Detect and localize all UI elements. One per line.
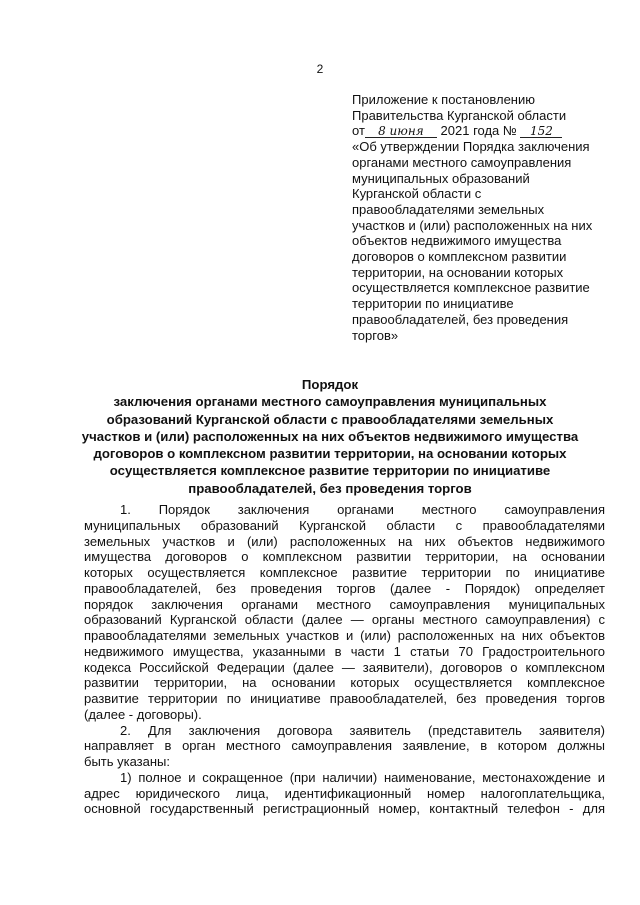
body-line: 1. Порядок заключения органами местного самоуправления — [120, 502, 605, 517]
appendix-block — [352, 92, 602, 343]
body-line: муниципальных образований Курганской области с правообладателями — [84, 517, 605, 533]
appendix-line: Правительства Курганской области — [352, 107, 567, 123]
appendix-line: Курганской области с — [352, 186, 482, 202]
handwritten-number: 152 — [520, 125, 562, 138]
appendix-line: территории по инициативе — [352, 296, 514, 312]
appendix-line: объектов недвижимого имущества — [352, 233, 562, 249]
body-line: 2. Для заключения договора заявитель (представитель заявителя) — [120, 722, 605, 738]
appendix-line: участков и (или) расположенных на них — [352, 217, 593, 233]
body-text — [84, 502, 605, 817]
year-text: 2021 года № — [440, 123, 517, 139]
body-line: образований Курганской области (далее — органы местного самоуправления) с — [84, 612, 605, 628]
body-line: направляет в орган местного самоуправления заявление, в котором должны — [84, 738, 605, 754]
body-line: имущества договоров о комплексном развитии территории, на основании — [84, 549, 605, 565]
appendix-line: правообладателями земельных — [352, 201, 545, 217]
body-line: (далее - договоры). — [84, 706, 202, 722]
body-line: недвижимого имущества, указанными в части 1 статьи 70 Градостроительного — [84, 643, 605, 659]
document-title — [60, 376, 600, 497]
body-line: земельных участков и (или) расположенных на них объектов недвижимого — [84, 533, 605, 549]
date-prefix: от — [352, 123, 365, 139]
body-line: быть указаны: — [84, 754, 171, 769]
body-line: развитии территории, на основании которых осуществляется комплексное — [84, 675, 605, 691]
appendix-line: органами местного самоуправления — [352, 154, 572, 170]
appendix-line: договоров о комплексном развитии — [352, 249, 567, 265]
appendix-line: правообладателей, без проведения — [352, 311, 569, 327]
title-line: правообладателей, без проведения торгов — [188, 480, 472, 496]
appendix-line: торгов» — [352, 327, 399, 343]
appendix-line: Приложение к постановлению — [352, 92, 535, 107]
appendix-line: территории, на основании которых — [352, 264, 564, 280]
body-line: развитие территории по инициативе правообладателей, без проведения торгов — [84, 691, 605, 706]
title-line: участков и (или) расположенных на них объектов недвижимого имущества — [81, 428, 579, 444]
title-line: осуществляется комплексное развитие территории по инициативе — [109, 463, 551, 479]
appendix-line: «Об утверждении Порядка заключения — [352, 139, 590, 155]
body-line: правообладателей, без проведения торгов (далее - Порядок) определяет — [84, 580, 605, 596]
body-line: которых осуществляется комплексное развитие территории по инициативе — [84, 565, 605, 580]
body-line: 1) полное и сокращенное (при наличии) наименование, местонахождение и — [120, 769, 605, 785]
body-line: адрес юридического лица, идентификационный номер налогоплательщика, — [84, 785, 605, 801]
body-line: правообладателями земельных участков и (или) расположенных на них объектов — [84, 628, 605, 643]
appendix-date-line — [352, 123, 602, 139]
body-line: порядок заключения органами местного самоуправления муниципальных — [84, 596, 605, 612]
title-line: образований Курганской области с правообладателями земельных — [106, 411, 554, 427]
body-line: кодекса Российской Федерации (далее — заявители), договоров о комплексном — [84, 659, 605, 675]
title-line: заключения органами местного самоуправления муниципальных — [113, 394, 547, 410]
body-line: основной государственный регистрационный номер, контактный телефон - для — [84, 801, 605, 817]
page-number: 2 — [316, 62, 324, 76]
appendix-line: осуществляется комплексное развитие — [352, 280, 590, 296]
title-heading: Порядок — [301, 377, 359, 392]
appendix-line: муниципальных образований — [352, 170, 530, 186]
handwritten-date: 8 июня — [365, 125, 437, 138]
title-line: договоров о комплексном развитии территории, на основании которых — [93, 446, 567, 462]
